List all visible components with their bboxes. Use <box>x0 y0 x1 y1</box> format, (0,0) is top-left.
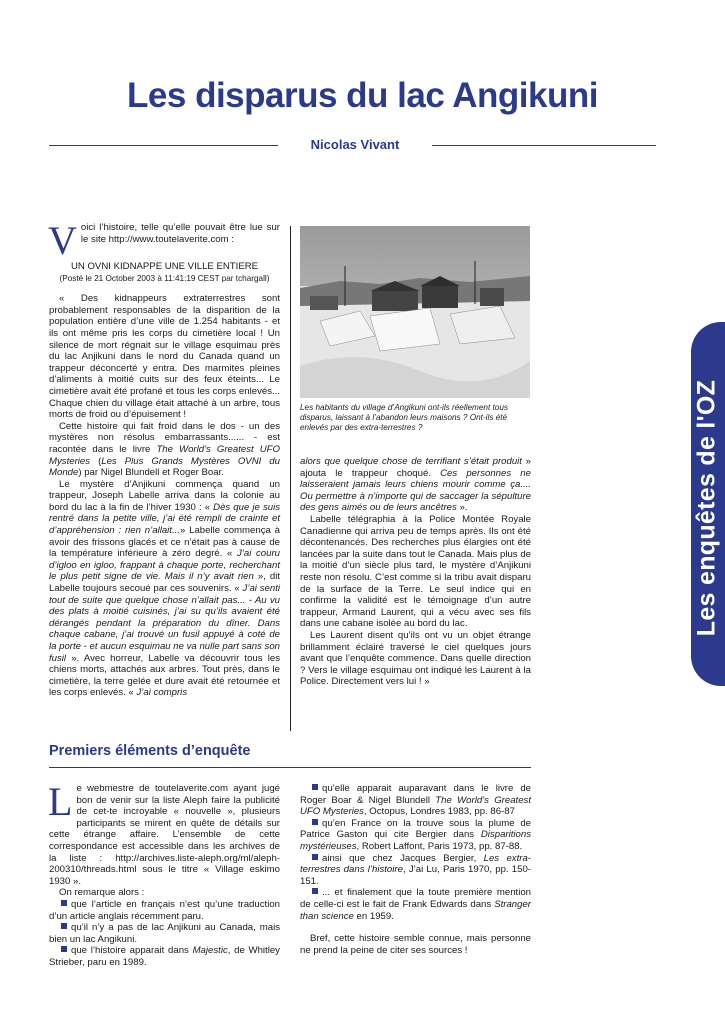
section-rule <box>49 767 531 768</box>
paragraph: Le webmestre de toutelaverite.com ayant jugé bon de venir sur la liste Aleph faire la publicité de cet-te incroyable « nouvelle », plusieurs participants se mirent en quête de détails sur cette étrange affaire. L’ensemble de cette correspondance est accessible dans les archives de la liste : http://archives.liste-aleph.org/ml/aleph-200310/threads.html sous le titre « Village eskimo 1930 ». <box>48 779 280 887</box>
paragraph: Bref, cette histoire semble connue, mais personne ne prend la peine de citer ses sources ! <box>300 933 531 956</box>
bullet-icon <box>312 819 318 825</box>
paragraph: On remarque alors : <box>59 887 145 899</box>
article-title: Les disparus du lac Angikuni <box>127 76 598 115</box>
quoted-headline: UN OVNI KIDNAPPE UNE VILLE ENTIERE <box>70 261 259 272</box>
bullet-item: qu’elle apparait auparavant dans le livre de Roger Boar & Nigel Blundell The World’s Greatest UFO Mysteries, Octopus, Londres 1983, pp. 86-87 <box>300 783 532 818</box>
column-1 <box>48 218 281 699</box>
article-author: Nicolas Vivant <box>310 137 400 152</box>
village-photo <box>300 226 530 398</box>
bullet-icon <box>61 900 67 906</box>
bullet-item: que l’histoire apparait dans Majestic, de Whitley Strieber, paru en 1989. <box>49 945 280 968</box>
paragraph: Les Laurent disent qu’ils ont vu un objet étrange brillamment éclairé traversé le ciel quelques jours avant que l’enquête commence. Dans quelle direction ? Vers le village esquimau ont indiqué les Laurent à la Police. Directement vers lui ! » <box>300 629 531 688</box>
bullet-item: que l’article en français n’est qu’une traduction d’un article anglais récemment paru. <box>49 898 280 922</box>
paragraph: Cette histoire qui fait froid dans le dos - un des mystères non résolus embarrassants...... - est racontée dans le livre The World’s Greatest UFO Mysteries (Les Plus Grands Mystères OVNI du Monde) par Nigel Blundell et Roger Boar. <box>49 420 280 479</box>
bullet-item: qu’il n’y a pas de lac Anjikuni au Canada, mais bien un lac Angikuni. <box>49 922 280 945</box>
author-rule-right <box>432 145 656 146</box>
author-rule-left <box>49 145 278 146</box>
bullet-icon <box>312 784 318 790</box>
bullet-icon <box>61 923 67 929</box>
section-title: Premiers éléments d’enquête <box>49 743 251 759</box>
bullet-item: ainsi que chez Jacques Bergier, Les extra-terrestres dans l’histoire, J’ai Lu, Paris 1970, pp. 150-151. <box>300 852 532 887</box>
paragraph: Le mystère d’Anjikuni commença quand un trappeur, Joseph Labelle arriva dans la colonie au bord du lac à la fin de l’hiver 1930 : « Dès que je suis rentré dans la petite ville, j’ai été rempli de crainte et d’appréhension : rien n’allait...» Labelle commença à avoir des frissons glacés et ce n’était pas à cause de la température inférieure à zéro degré. « J’ai couru d’igloo en igloo, frappant à chaque porte, recherchant le plus petit signe de vie. Mais il n’y avait rien », dit Labelle toujours secoué par ces souvenirs. « J’ai senti tout de suite que quelque chose n’allait pas... - Au vu des plats à moitié cuisinés, j’ai su qu’ils avaient été dérangés pendant la préparation du dîner. Dans chaque cabane, j’ai trouvé un fusil appuyé à coté de la porte - et aucun esquimau ne va nulle part sans son fusil ». Avec horreur, Labelle va découvrir tous les chiens morts, attachés aux arbres. Tout près, dans le cimetière, la terre gelée et dure avait été retournée et les corps enlevés. « J’ai compris <box>49 478 281 699</box>
column-divider <box>290 226 291 731</box>
column-2 <box>300 456 531 688</box>
column-4 <box>300 783 531 956</box>
paragraph: « Des kidnappeurs extraterrestres sont probablement responsables de la disparition de la population entière d’une ville de 1.254 habitants - et ils ont même pris les corps du cimetière local ! Un silence de mort régnait sur le village esquimau près du lac Anjikuni dans le nord du Canada quand un trappeur déconcerté y entra. Des marmites pleines d’aliments à moitié cuits sur des feux éteints... Le cimetière avait été profané et tous les corps enlevés... Chaque chien du village était attaché à un arbre, tous morts de froid ou d’épuisement ! <box>49 293 280 421</box>
bullet-icon <box>61 946 67 952</box>
intro-text: oici l’histoire, telle qu’elle pouvait être lue sur le site http://www.toutelaverite.com : <box>80 222 280 245</box>
series-tab-label: Les enquêtes de l'OZ <box>692 379 721 637</box>
posted-date: (Posté le 21 October 2003 à 11:41:19 CEST par tchargall) <box>59 273 270 283</box>
photo-caption: Les habitants du village d’Angikuni ont-ils réellement tous disparus, laissant à l’abandon leurs maisons ? Ont-ils été enlevés par des extra-terrestres ? <box>300 403 508 432</box>
bullet-icon <box>312 854 318 860</box>
paragraph: Labelle télégraphia à la Police Montée Royale Canadienne qui arriva peu de temps après. Ils ont été décontenancés. Des recherches plus élargies ont été lancées par la suite dans tout le Canada. Mais plus de la moitié d’un siècle plus tard, le mystère d’Anjikuni reste non résolu. C’est comme si la tribu avait disparu de la surface de la Terre. Le seul indice qui en confirme la validité est le témoignage d’un autre trappeur, Armand Laurent, qui a vécu avec ses fils dans une cabane isolée au bord du lac. <box>300 513 531 630</box>
drop-cap: V <box>48 218 77 263</box>
paragraph: alors que quelque chose de terrifiant s’était produit » ajouta le trappeur choqué. Ces personnes ne laisseraient jamais leurs chiens mourir comme ça.... Ou permettre à n’importe qui de saccager la sépulture des gens aimés ou de leurs ancêtres ». <box>300 456 531 514</box>
drop-cap: L <box>48 779 73 824</box>
bullet-icon <box>312 888 318 894</box>
column-3 <box>48 779 280 969</box>
bullet-item: ... et finalement que la toute première mention de celle-ci est le fait de Frank Edwards dans Stranger than science en 1959. <box>300 887 531 922</box>
bullet-item: qu’en France on la trouve sous la plume de Patrice Gaston qui cite Bergier dans Disparitions mystérieuses, Robert Laffont, Paris 1973, pp. 87-88. <box>300 817 531 852</box>
